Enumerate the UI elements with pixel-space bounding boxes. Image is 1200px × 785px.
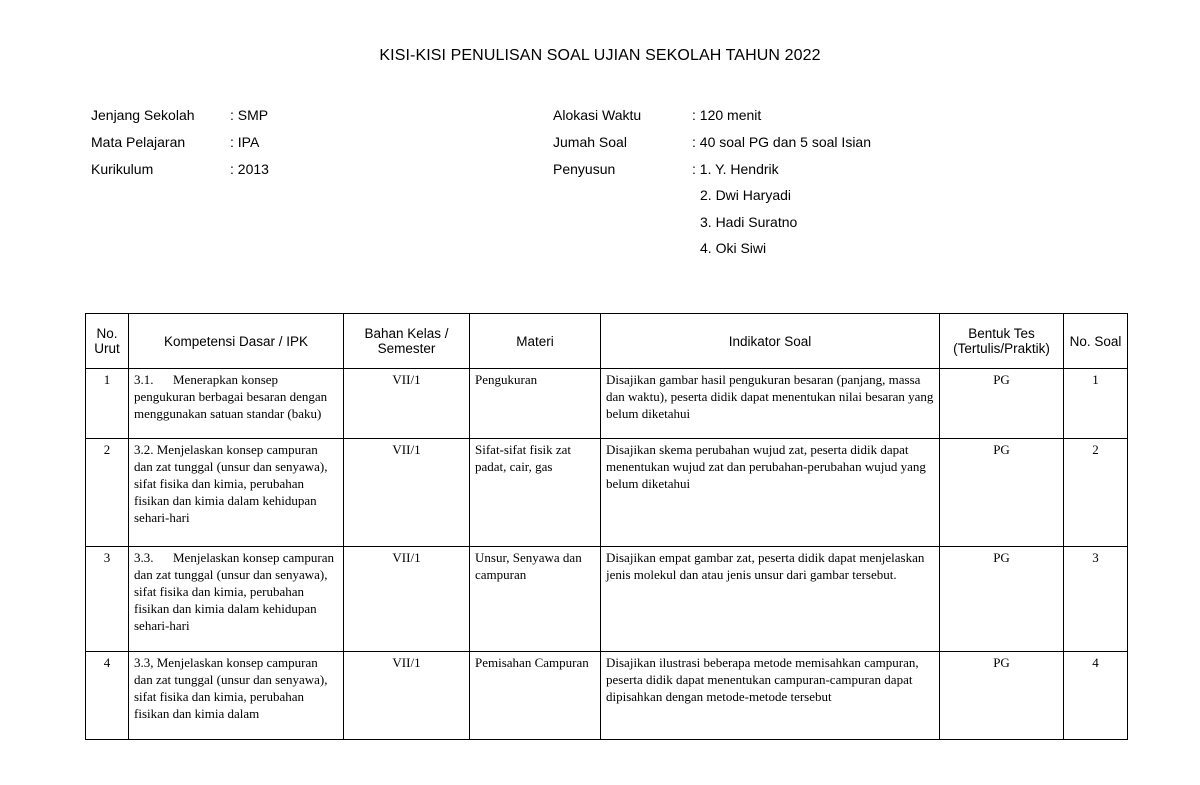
info-value: : 40 soal PG dan 5 soal Isian (692, 133, 871, 150)
info-row-penyusun (553, 155, 871, 182)
header-no-soal: No. Soal (1064, 314, 1128, 369)
cell-indikator: Disajikan ilustrasi beberapa metode memisahkan campuran, peserta didik dapat menentukan campuran-campuran dapat dipisahkan dengan metode-metode tersebut (601, 652, 940, 740)
penyusun-item: 4. Oki Siwi (700, 240, 767, 257)
cell-no: 3 (86, 547, 129, 652)
header-materi: Materi (470, 314, 601, 369)
info-row-jumlah (553, 128, 871, 155)
cell-soal: 4 (1064, 652, 1128, 740)
cell-bentuk: PG (940, 369, 1064, 439)
cell-kelas: VII/1 (344, 547, 470, 652)
cell-kelas: VII/1 (344, 439, 470, 547)
cell-no: 4 (86, 652, 129, 740)
cell-bentuk: PG (940, 439, 1064, 547)
cell-materi: Sifat-sifat fisik zat padat, cair, gas (470, 439, 601, 547)
table-row (86, 547, 1128, 652)
info-label: Alokasi Waktu (553, 106, 642, 123)
cell-materi: Pengukuran (470, 369, 601, 439)
cell-bentuk: PG (940, 652, 1064, 740)
info-value: : 2013 (230, 160, 269, 177)
info-row-jenjang (91, 101, 269, 128)
cell-kompetensi: 3.3, Menjelaskan konsep campuran dan zat tunggal (unsur dan senyawa), sifat fisika dan kimia, perubahan fisikan dan kimia dalam (129, 652, 344, 740)
info-value: : IPA (230, 133, 260, 150)
info-label: Mata Pelajaran (91, 133, 186, 150)
table-row (86, 652, 1128, 740)
cell-soal: 1 (1064, 369, 1128, 439)
info-value: : 120 menit (692, 106, 762, 123)
info-row-mapel (91, 128, 269, 155)
cell-kompetensi: 3.3. Menjelaskan konsep campuran dan zat tunggal (unsur dan senyawa), sifat fisika dan kimia, perubahan fisikan dan kimia dalam kehidupan sehari-hari (129, 547, 344, 652)
cell-kelas: VII/1 (344, 652, 470, 740)
info-row-kurikulum (91, 155, 269, 182)
header-no-urut: No. Urut (86, 314, 129, 369)
info-label: Penyusun (553, 160, 616, 177)
kisi-table (85, 313, 1128, 740)
cell-no: 2 (86, 439, 129, 547)
cell-indikator: Disajikan skema perubahan wujud zat, peserta didik dapat menentukan wujud zat dan perubahan-perubahan wujud yang belum diketahui (601, 439, 940, 547)
cell-bentuk: PG (940, 547, 1064, 652)
cell-kelas: VII/1 (344, 369, 470, 439)
info-row-alokasi (553, 101, 871, 128)
info-right (553, 101, 871, 262)
cell-soal: 2 (1064, 439, 1128, 547)
cell-materi: Pemisahan Campuran (470, 652, 601, 740)
info-label: Jumah Soal (553, 133, 627, 150)
cell-soal: 3 (1064, 547, 1128, 652)
header-kompetensi: Kompetensi Dasar / IPK (129, 314, 344, 369)
cell-materi: Unsur, Senyawa dan campuran (470, 547, 601, 652)
header-bentuk-tes: Bentuk Tes (Tertulis/Praktik) (940, 314, 1064, 369)
info-value: : SMP (230, 106, 269, 123)
info-left (91, 101, 269, 182)
cell-indikator: Disajikan empat gambar zat, peserta didik dapat menjelaskan jenis molekul dan atau jenis unsur dari gambar tersebut. (601, 547, 940, 652)
cell-indikator: Disajikan gambar hasil pengukuran besaran (panjang, massa dan waktu), peserta didik dapat menentukan nilai besaran yang belum diketahui (601, 369, 940, 439)
table-row (86, 439, 1128, 547)
info-value: : 1. Y. Hendrik (692, 160, 779, 177)
info-label: Kurikulum (91, 160, 154, 177)
header-indikator: Indikator Soal (601, 314, 940, 369)
penyusun-item: 2. Dwi Haryadi (700, 187, 792, 204)
penyusun-item: 3. Hadi Suratno (700, 213, 798, 230)
table-row (86, 369, 1128, 439)
page-title: KISI-KISI PENULISAN SOAL UJIAN SEKOLAH TAHUN 2022 (379, 47, 821, 64)
cell-kompetensi: 3.1. Menerapkan konsep pengukuran berbagai besaran dengan menggunakan satuan standar (baku) (129, 369, 344, 439)
table-header-row (86, 314, 1128, 369)
cell-no: 1 (86, 369, 129, 439)
header-bahan-kelas: Bahan Kelas / Semester (344, 314, 470, 369)
info-label: Jenjang Sekolah (91, 106, 195, 123)
cell-kompetensi: 3.2. Menjelaskan konsep campuran dan zat tunggal (unsur dan senyawa), sifat fisika dan kimia, perubahan fisikan dan kimia dalam kehidupan sehari-hari (129, 439, 344, 547)
